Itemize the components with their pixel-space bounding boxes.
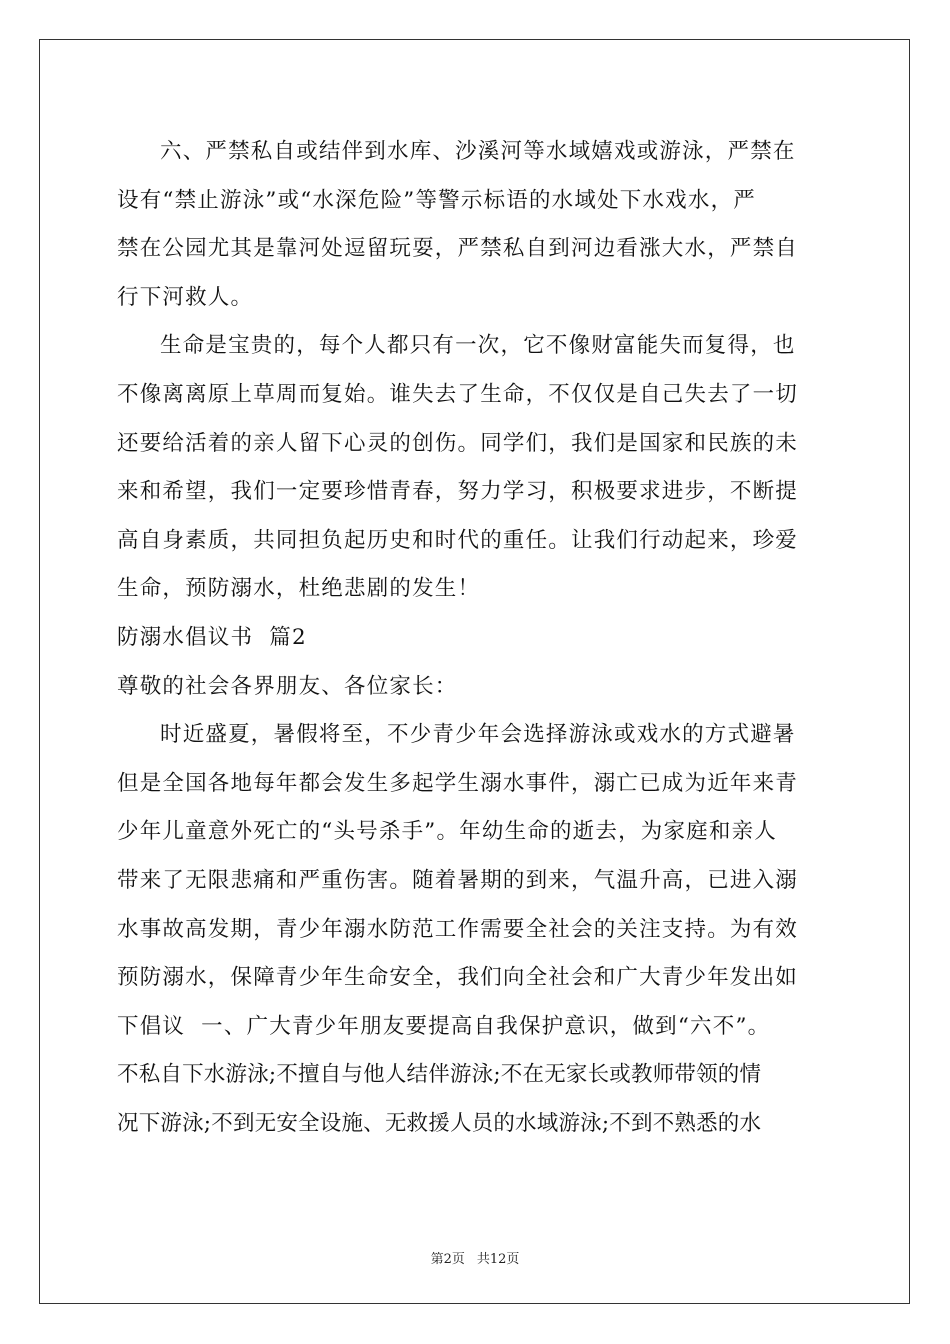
text-line: 预防溺水，保障青少年生命安全，我们向全社会和广大青少年发出如 (117, 965, 799, 991)
page-total: 共12页 (476, 1252, 520, 1267)
text-line: 六、严禁私自或结伴到水库、沙溪河等水域嬉戏或游泳，严禁在 (160, 139, 796, 164)
text-line: 生命，预防溺水，杜绝悲剧的发生！ (117, 576, 481, 602)
page-footer (0, 1248, 950, 1267)
document-body (117, 128, 833, 1148)
text-line: 少年儿童意外死亡的“头号杀手”。年幼生命的逝去，为家庭和亲人 (117, 819, 777, 845)
text-line: 禁在公园尤其是靠河处逗留玩耍，严禁私自到河边看涨大水，严禁自 (117, 236, 799, 262)
paragraph-summer-warning (117, 711, 833, 1148)
text-line: 不私自下水游泳;不擅自与他人结伴游泳;不在无家长或教师带领的情 (117, 1062, 762, 1088)
paragraph-life-precious (117, 322, 833, 614)
text-line: 况下游泳;不到无安全设施、无救援人员的水域游泳;不到不熟悉的水 (117, 1110, 762, 1136)
text-line: 不像离离原上草周而复始。谁失去了生命，不仅仅是自己失去了一切 (117, 381, 799, 407)
salutation (117, 663, 833, 712)
text-line: 时近盛夏，暑假将至，不少青少年会选择游泳或戏水的方式避暑 (160, 722, 796, 748)
salutation-text: 尊敬的社会各界朋友、各位家长： (117, 673, 458, 699)
text-line: 来和希望，我们一定要珍惜青春，努力学习，积极要求进步，不断提 (117, 479, 799, 505)
text-line: 高自身素质，共同担负起历史和时代的重任。让我们行动起来，珍爱 (117, 527, 799, 553)
text-line: 下倡议 一、广大青少年朋友要提高自我保护意识，做到“六不”。 (117, 1013, 771, 1039)
page-number: 第2页 (430, 1252, 465, 1267)
heading-text: 防溺水倡议书 篇2 (117, 624, 307, 650)
text-line: 但是全国各地每年都会发生多起学生溺水事件，溺亡已成为近年来青 (117, 770, 799, 796)
text-line: 行下河救人。 (117, 284, 254, 310)
text-line: 生命是宝贵的，每个人都只有一次，它不像财富能失而复得，也 (160, 333, 796, 359)
text-line: 水事故高发期，青少年溺水防范工作需要全社会的关注支持。为有效 (117, 916, 799, 942)
section-heading (117, 614, 833, 663)
paragraph-rule-six (117, 128, 833, 322)
text-line: 带来了无限悲痛和严重伤害。随着暑期的到来，气温升高，已进入溺 (117, 867, 799, 893)
text-line: 设有“禁止游泳”或“水深危险”等警示标语的水域处下水戏水，严 (117, 187, 756, 213)
text-line: 还要给活着的亲人留下心灵的创伤。同学们，我们是国家和民族的未 (117, 430, 799, 456)
